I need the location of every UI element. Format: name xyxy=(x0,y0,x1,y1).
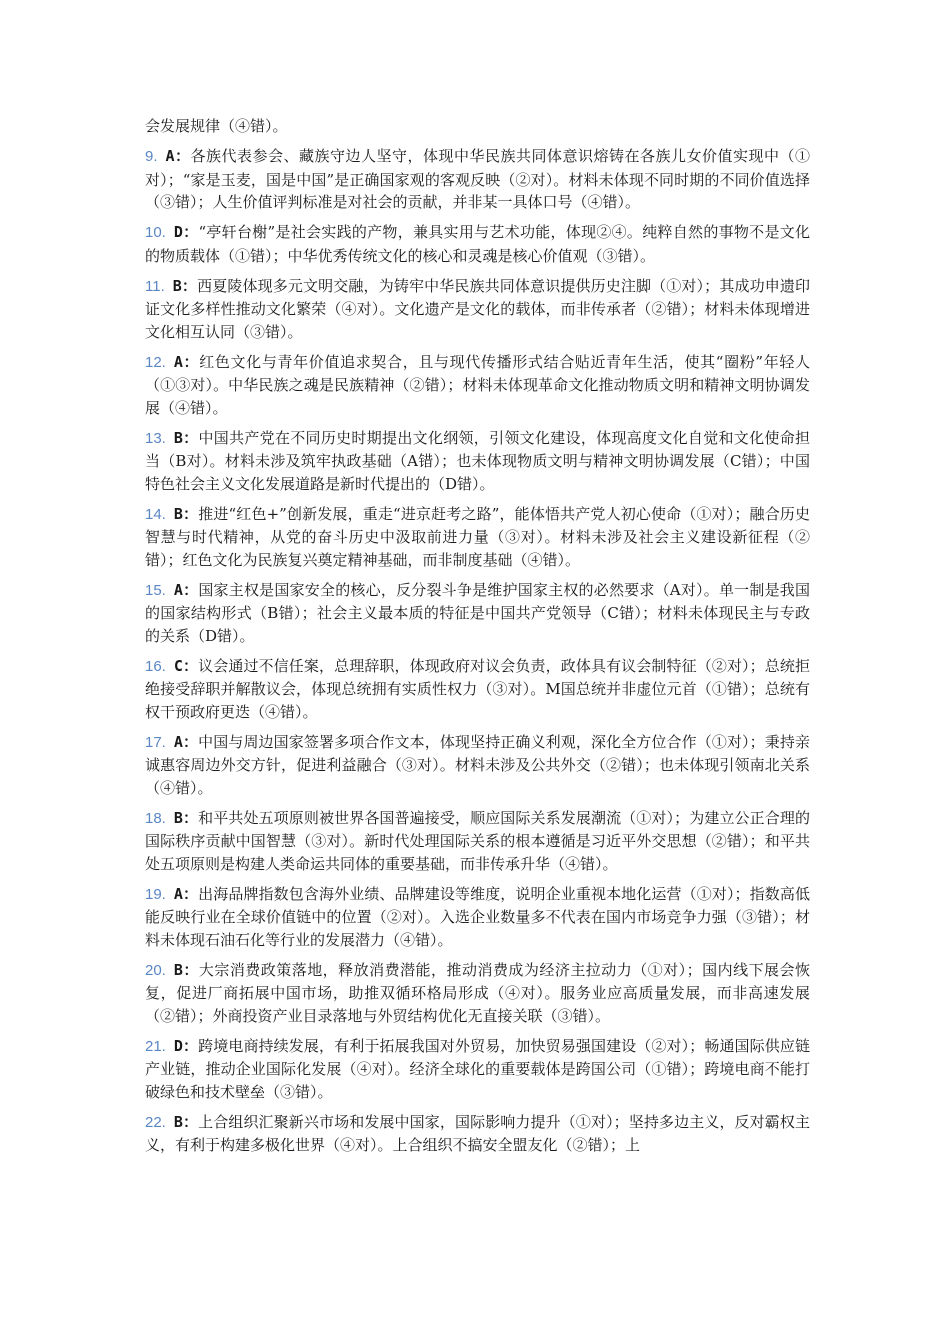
item-answer: B： xyxy=(173,808,199,827)
item-explanation: 各族代表参会、藏族守边人坚守，体现中华民族共同体意识熔铸在各族儿女价值实现中（①对）；“家是玉麦，国是中国”是正确国家观的客观反映（②对）。材料未体现不同时期的不同价值选择（③错）；人生价值评判标准是对社会的贡献，并非某一具体口号（④错）。 xyxy=(145,147,810,211)
answer-item-12 xyxy=(145,351,810,420)
item-number: 16. xyxy=(145,657,166,675)
item-answer: C： xyxy=(173,656,199,675)
item-number: 9. xyxy=(145,148,158,165)
item-explanation: 大宗消费政策落地，释放消费潜能，推动消费成为经济主拉动力（①对）；国内线下展会恢复，促进厂商拓展中国市场，助推双循环格局形成（④对）。服务业应高质量发展，而非高速发展（②错）；外商投资产业目录落地与外贸结构优化无直接关联（③错）。 xyxy=(145,960,811,1025)
item-number: 10. xyxy=(145,224,166,241)
item-answer: B： xyxy=(173,504,199,523)
answer-item-17 xyxy=(145,731,810,800)
answer-item-18 xyxy=(145,807,810,876)
answer-item-11 xyxy=(145,275,810,344)
item-answer: A： xyxy=(173,884,199,903)
item-number: 13. xyxy=(145,429,166,447)
item-explanation: 西夏陵体现多元文明交融，为铸牢中华民族共同体意识提供历史注脚（①对）；其成功申遗印证文化多样性推动文化繁荣（④对）。文化遗产是文化的载体，而非传承者（②错）；材料未体现增进文化相互认同（③错）。 xyxy=(145,276,810,341)
item-answer: D： xyxy=(173,223,199,241)
item-explanation: 推进“红色+”创新发展，重走“进京赶考之路”，能体悟共产党人初心使命（①对）；融合历史智慧与时代精神，从党的奋斗历史中汲取前进力量（③对）。材料未涉及社会主义建设新征程（②错）；红色文化为民族复兴奠定精神基础，而非制度基础（④错）。 xyxy=(145,504,810,569)
item-explanation: 上合组织汇聚新兴市场和发展中国家，国际影响力提升（①对）；坚持多边主义，反对霸权主义，有利于构建多极化世界（④对）。上合组织不搞安全盟友化（②错）；上 xyxy=(145,1112,810,1154)
item-number: 11. xyxy=(145,277,165,295)
answer-item-22 xyxy=(145,1111,810,1157)
answer-item-20 xyxy=(145,959,810,1028)
item-explanation: 议会通过不信任案，总理辞职，体现政府对议会负责，政体具有议会制特征（②对）；总统拒绝接受辞职并解散议会，体现总统拥有实质性权力（③对）。M国总统并非虚位元首（①错）；总统有权干预政府更迭（④错）。 xyxy=(145,656,810,721)
item-explanation: 中国共产党在不同历史时期提出文化纲领，引领文化建设，体现高度文化自觉和文化使命担当（B对）。材料未涉及筑牢执政基础（A错）；也未体现物质文明与精神文明协调发展（C错）；中国特色社会主义文化发展道路是新时代提出的（D错）。 xyxy=(145,428,810,493)
item-explanation: 出海品牌指数包含海外业绩、品牌建设等维度，说明企业重视本地化运营（①对）；指数高低能反映行业在全球价值链中的位置（②对）。入选企业数量多不代表在国内市场竞争力强（③错）；材料未体现石油石化等行业的发展潜力（④错）。 xyxy=(145,884,810,949)
item-answer: A： xyxy=(173,580,199,599)
item-explanation: “亭轩台榭”是社会实践的产物，兼具实用与艺术功能，体现②④。纯粹自然的事物不是文化的物质载体（①错）；中华优秀传统文化的核心和灵魂是核心价值观（③错）。 xyxy=(145,223,810,265)
item-explanation: 中国与周边国家签署多项合作文本，体现坚持正确义利观，深化全方位合作（①对）；秉持亲诚惠容周边外交方针，促进利益融合（③对）。材料未涉及公共外交（②错）；也未体现引领南北关系（④错）。 xyxy=(145,732,810,797)
item-explanation: 国家主权是国家安全的核心，反分裂斗争是维护国家主权的必然要求（A对）。单一制是我国的国家结构形式（B错）；社会主义最本质的特征是中国共产党领导（C错）；材料未体现民主与专政的关系（D错）。 xyxy=(145,580,810,645)
item-explanation: 跨境电商持续发展，有利于拓展我国对外贸易，加快贸易强国建设（②对）；畅通国际供应链产业链，推动企业国际化发展（④对）。经济全球化的重要载体是跨国公司（①错）；跨境电商不能打破绿色和技术壁垒（③错）。 xyxy=(145,1036,810,1101)
answer-item-9 xyxy=(145,145,810,214)
item-number: 14. xyxy=(145,505,166,523)
answer-item-10 xyxy=(145,221,810,267)
item-explanation: 和平共处五项原则被世界各国普遍接受，顺应国际关系发展潮流（①对）；为建立公正合理的国际秩序贡献中国智慧（③对）。新时代处理国际关系的根本遵循是习近平外交思想（②错）；和平共处五项原则是构建人类命运共同体的重要基础，而非传承升华（④错）。 xyxy=(145,808,810,873)
item-answer: A： xyxy=(165,147,191,165)
answer-item-15 xyxy=(145,579,810,648)
answer-item-13 xyxy=(145,427,810,496)
item-number: 18. xyxy=(145,809,166,827)
item-number: 17. xyxy=(145,733,166,751)
answer-item-16 xyxy=(145,655,810,724)
answer-item-21 xyxy=(145,1035,810,1104)
item-number: 12. xyxy=(145,353,166,371)
item-answer: D： xyxy=(173,1036,199,1055)
item-answer: A： xyxy=(173,352,200,371)
item-answer: B： xyxy=(173,960,199,979)
item-answer: B： xyxy=(173,1112,199,1131)
answer-item-19 xyxy=(145,883,810,952)
item-explanation: 红色文化与青年价值追求契合，且与现代传播形式结合贴近青年生活，使其“圈粉”年轻人（①③对）。中华民族之魂是民族精神（②错）；材料未体现革命文化推动物质文明和精神文明协调发展（④错）。 xyxy=(145,352,811,417)
item-answer: B： xyxy=(173,428,199,447)
item-number: 21. xyxy=(145,1037,166,1055)
item-number: 15. xyxy=(145,581,166,599)
answer-item-14 xyxy=(145,503,810,572)
answer-document xyxy=(145,115,810,1164)
item-answer: A： xyxy=(173,732,199,751)
item-number: 20. xyxy=(145,961,166,979)
item-answer: B： xyxy=(172,276,198,295)
item-number: 19. xyxy=(145,885,166,903)
intro-paragraph: 会发展规律（④错）。 xyxy=(145,117,288,135)
item-number: 22. xyxy=(145,1113,166,1131)
